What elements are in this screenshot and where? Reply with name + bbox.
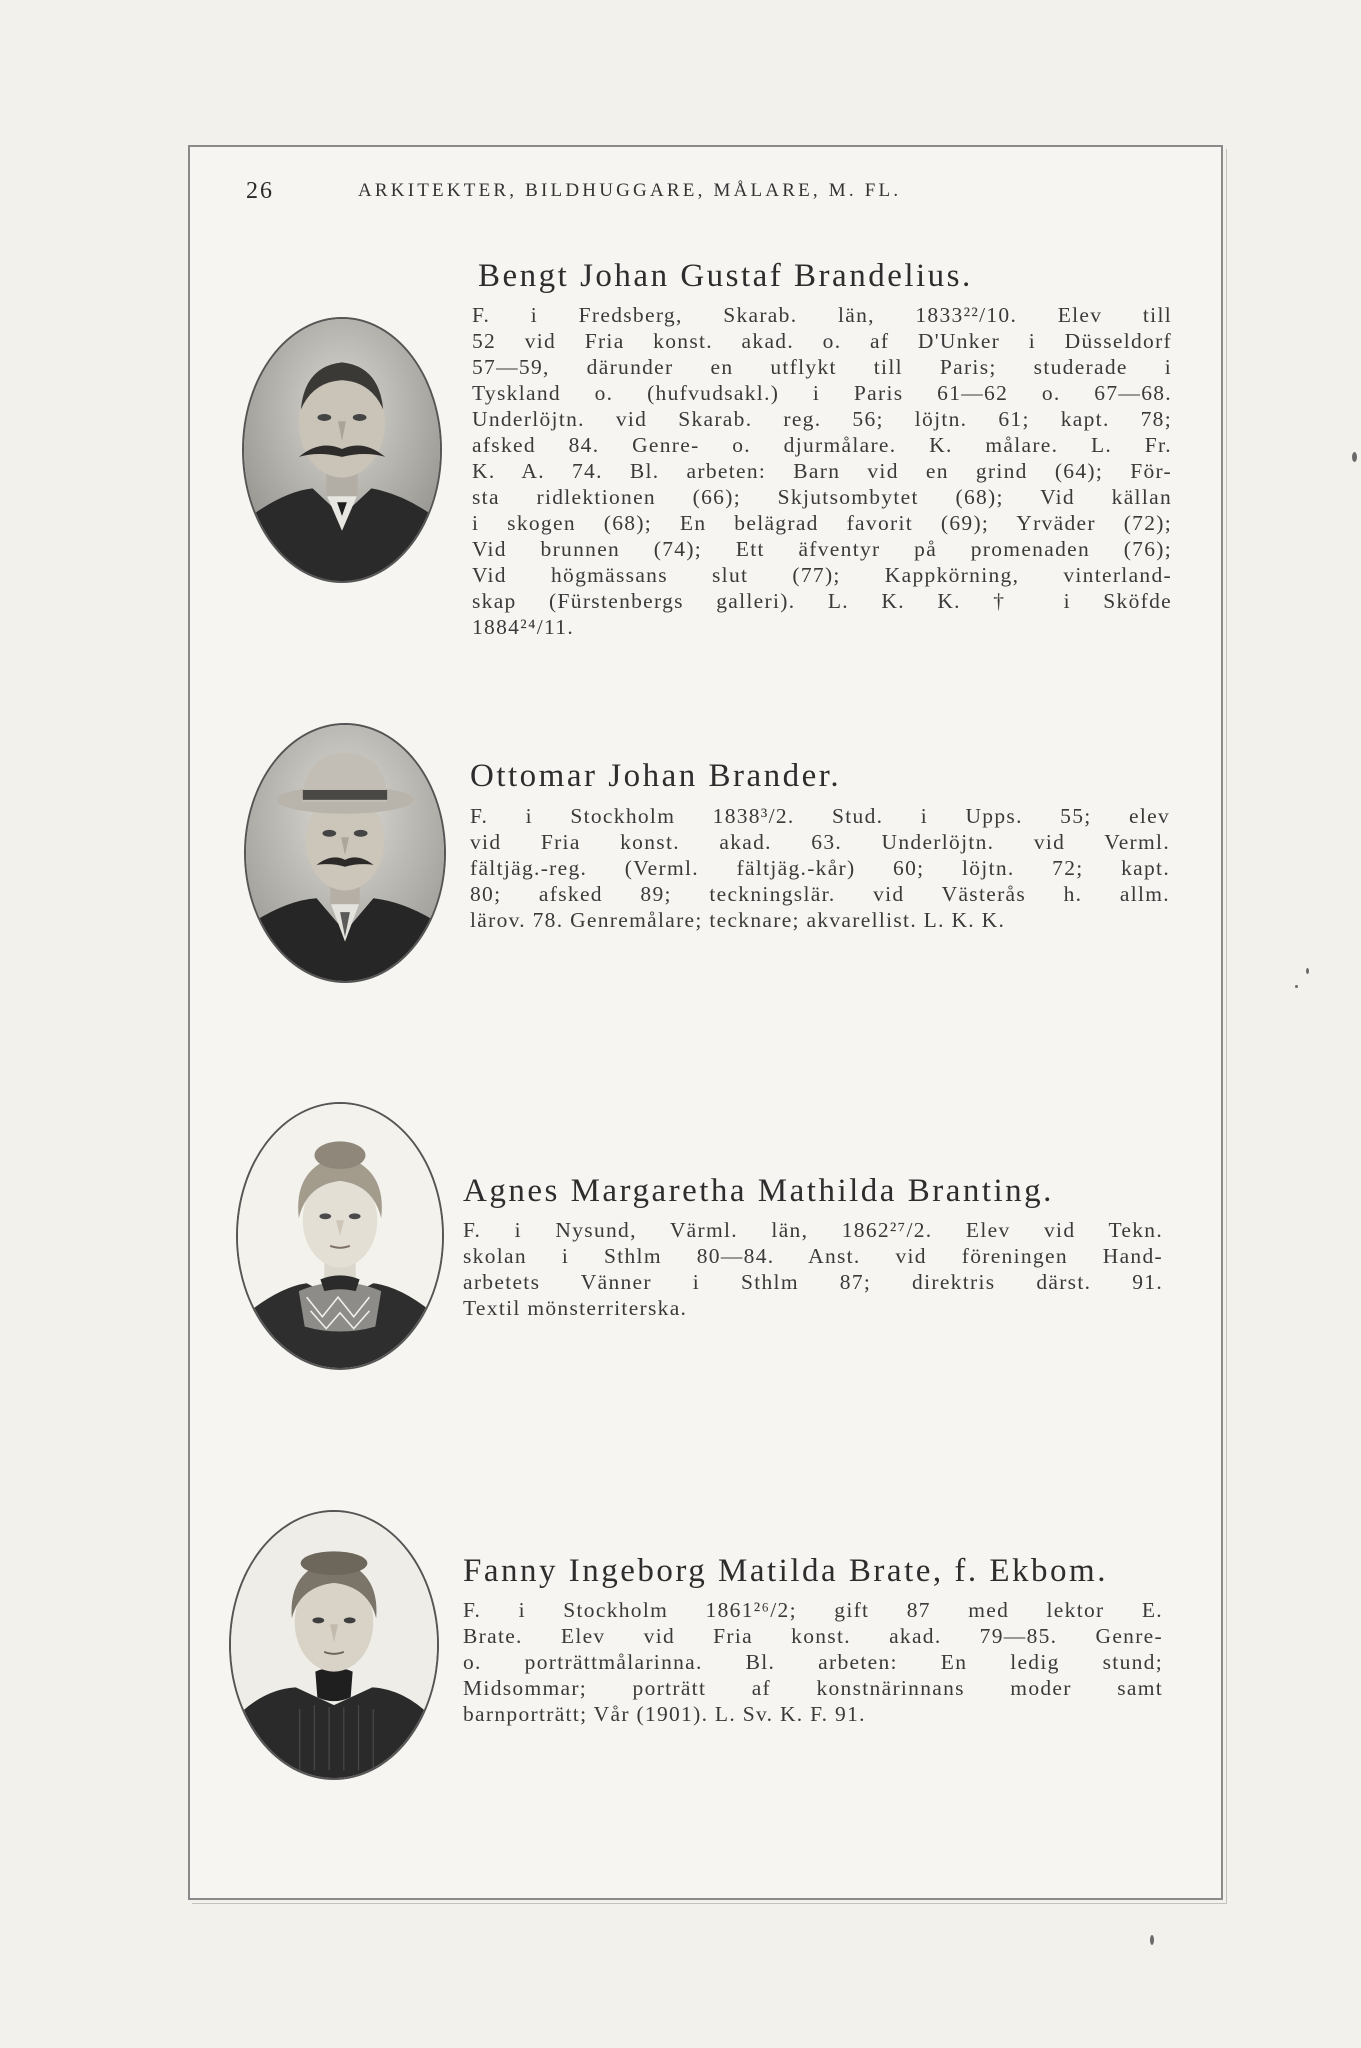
entry-line: afsked 84. Genre- o. djurmålare. K. målare. L. Fr. [472, 433, 1172, 457]
entry-name-branting: Agnes Margaretha Mathilda Branting. [463, 1173, 1054, 1209]
entry-name-brander: Ottomar Johan Brander. [470, 758, 842, 794]
entry-text-brate [463, 1597, 1163, 1727]
entry-line: Tyskland o. (hufvudsakl.) i Paris 61—62 o. 67—68. [472, 381, 1172, 405]
entry-text-brandelius [472, 302, 1172, 640]
entry-line: o. porträttmålarinna. Bl. arbeten: En ledig stund; [463, 1650, 1163, 1674]
entry-line: 52 vid Fria konst. akad. o. af D'Unker i Düsseldorf [472, 329, 1172, 353]
entry-line: Vid högmässans slut (77); Kappkörning, vinterland- [472, 563, 1172, 587]
entry-text-brander [470, 803, 1170, 933]
entry-line: sta ridlektionen (66); Skjutsombytet (68); Vid källan [472, 485, 1172, 509]
entry-line: skolan i Sthlm 80—84. Anst. vid föreningen Hand- [463, 1244, 1163, 1268]
portrait-man-bowler-hat-image [246, 725, 444, 981]
entry-line: Midsommar; porträtt af konstnärinnans moder samt [463, 1676, 1163, 1700]
running-title: ARKITEKTER, BILDHUGGARE, MÅLARE, M. FL. [358, 180, 902, 201]
entry-line: Textil mönsterriterska. [463, 1296, 688, 1320]
portrait-woman-lace-collar-image [238, 1104, 442, 1368]
entry-line: Underlöjtn. vid Skarab. reg. 56; löjtn. 61; kapt. 78; [472, 407, 1172, 431]
scan-speck [1352, 452, 1357, 462]
entry-line: F. i Nysund, Värml. län, 1862²⁷/2. Elev vid Tekn. [463, 1218, 1163, 1242]
entry-text-branting [463, 1217, 1163, 1321]
page-header [246, 178, 1146, 208]
portrait-woman-dark-dress-image [231, 1512, 437, 1778]
entry-name-brandelius: Bengt Johan Gustaf Brandelius. [478, 258, 973, 294]
entry-line: 80; afsked 89; teckningslär. vid Västerås h. allm. [470, 882, 1170, 906]
entry-line: vid Fria konst. akad. 63. Underlöjtn. vid Verml. [470, 830, 1170, 854]
entry-line: K. A. 74. Bl. arbeten: Barn vid en grind (64); För- [472, 459, 1172, 483]
scan-speck [1295, 985, 1298, 988]
page-number: 26 [246, 178, 274, 204]
portrait-brander [244, 723, 446, 983]
portrait-branting [236, 1102, 444, 1370]
scan-speck [1306, 968, 1309, 974]
portrait-brandelius [242, 317, 442, 583]
portrait-brate [229, 1510, 439, 1780]
entry-line: fältjäg.-reg. (Verml. fältjäg.-kår) 60; löjtn. 72; kapt. [470, 856, 1170, 880]
entry-line: arbetets Vänner i Sthlm 87; direktris därst. 91. [463, 1270, 1163, 1294]
entry-line: Brate. Elev vid Fria konst. akad. 79—85. Genre- [463, 1624, 1163, 1648]
entry-line: skap (Fürstenbergs galleri). L. K. K. † i Sköfde [472, 589, 1172, 613]
portrait-man-moustache-image [244, 319, 440, 581]
scan-speck [1150, 1935, 1154, 1945]
entry-line: lärov. 78. Genremålare; tecknare; akvarellist. L. K. K. [470, 908, 1006, 932]
entry-line: Vid brunnen (74); Ett äfventyr på promenaden (76); [472, 537, 1172, 561]
entry-line: barnporträtt; Vår (1901). L. Sv. K. F. 91. [463, 1702, 866, 1726]
entry-line: 1884²⁴/11. [472, 615, 574, 639]
entry-line: F. i Stockholm 1838³/2. Stud. i Upps. 55; elev [470, 804, 1170, 828]
entry-line: 57—59, därunder en utflykt till Paris; studerade i [472, 355, 1172, 379]
entry-name-brate: Fanny Ingeborg Matilda Brate, f. Ekbom. [463, 1553, 1108, 1589]
entry-line: F. i Stockholm 1861²⁶/2; gift 87 med lektor E. [463, 1598, 1163, 1622]
entry-line: F. i Fredsberg, Skarab. län, 1833²²/10. Elev till [472, 303, 1172, 327]
entry-line: i skogen (68); En belägrad favorit (69); Yrväder (72); [472, 511, 1172, 535]
